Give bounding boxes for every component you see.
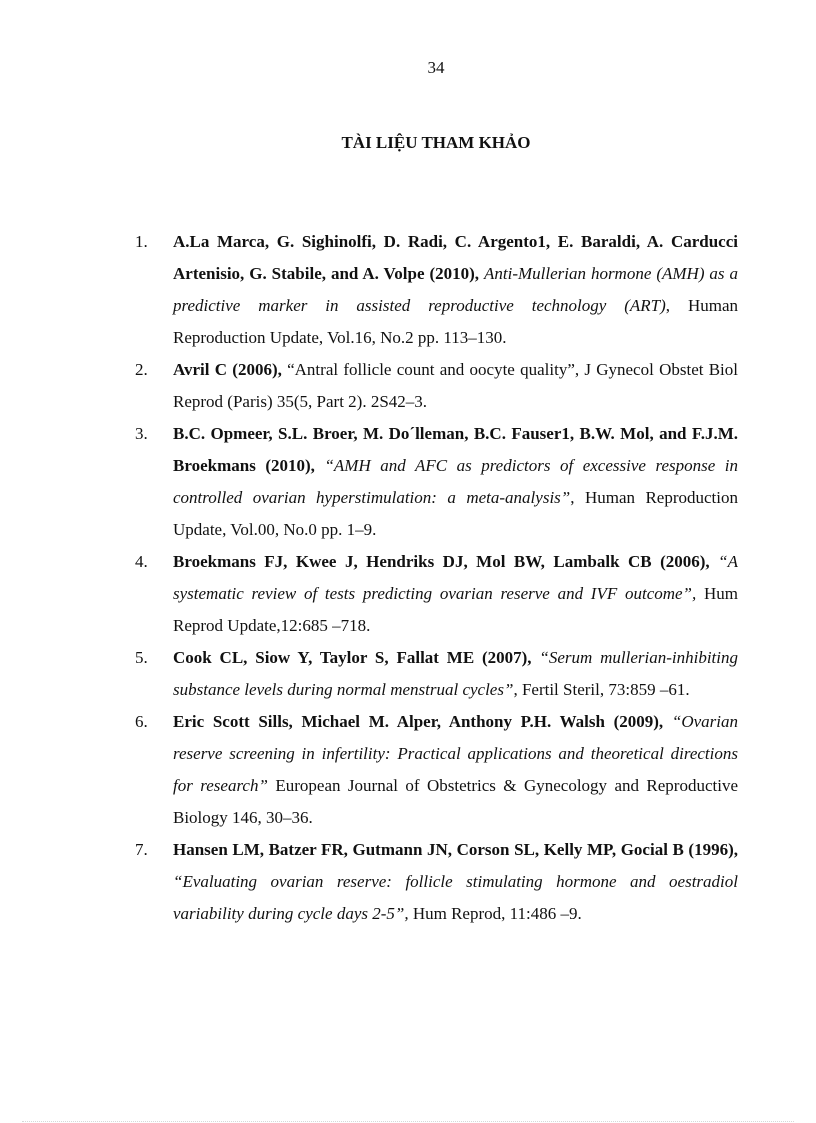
reference-authors: A.La Marca, G. Sighinolfi, D. Radi, C. Argento1, E. Baraldi, A. Carducci Artenisio, G. Stabile, and A. Volpe (2010),: [173, 232, 738, 283]
reference-source: “Antral follicle count and oocyte quality”, J Gynecol Obstet Biol Reprod (Paris) 35(5, Part 2). 2S42–3.: [173, 360, 738, 411]
reference-title: Anti-Mullerian hormone (AMH) as a predictive marker in assisted reproductive technology (ART): [173, 264, 739, 315]
reference-source: Hum Reprod Update,12:685 –718.: [173, 584, 738, 635]
reference-item: [135, 546, 738, 642]
reference-authors: Avril C (2006),: [173, 360, 282, 379]
reference-title: “Ovarian reserve screening in infertility: Practical applications and theoretical directions for research”: [173, 712, 738, 795]
reference-title: “Evaluating ovarian reserve: follicle stimulating hormone and oestradiol variability during cycle days 2-5”,: [173, 872, 738, 923]
reference-item: [135, 226, 738, 354]
reference-source: , Human Reproduction Update, Vol.00, No.0 pp. 1–9.: [173, 488, 738, 539]
reference-authors: Hansen LM, Batzer FR, Gutmann JN, Corson SL, Kelly MP, Gocial B (1996),: [173, 840, 738, 859]
reference-title: “AMH and AFC as predictors of excessive response in controlled ovarian hyperstimulation: a meta-analysis”: [173, 456, 739, 507]
reference-source: , Human Reproduction Update, Vol.16, No.2 pp. 113–130.: [173, 296, 739, 347]
reference-authors: Cook CL, Siow Y, Taylor S, Fallat ME (2007),: [173, 648, 532, 667]
reference-source: Hum Reprod, 11:486 –9.: [412, 904, 582, 923]
reference-title: “A systematic review of tests predicting ovarian reserve and IVF outcome”,: [173, 552, 739, 603]
reference-item: [135, 642, 738, 706]
reference-source: , Fertil Steril, 73:859 –61.: [513, 680, 690, 699]
reference-item: [135, 834, 738, 930]
reference-number: 7.: [135, 840, 148, 859]
reference-authors: Eric Scott Sills, Michael M. Alper, Anthony P.H. Walsh (2009),: [173, 712, 664, 731]
reference-item: [135, 354, 738, 418]
reference-number: 5.: [135, 648, 148, 667]
reference-number: 3.: [135, 424, 148, 443]
reference-source: European Journal of Obstetrics & Gynecology and Reproductive Biology 146, 30–36.: [173, 776, 739, 827]
reference-authors: Broekmans FJ, Kwee J, Hendriks DJ, Mol BW, Lambalk CB (2006),: [173, 552, 710, 571]
reference-number: 4.: [135, 552, 148, 571]
reference-item: [135, 706, 738, 834]
reference-list: [135, 226, 738, 930]
reference-title: “Serum mullerian-inhibiting substance levels during normal menstrual cycles”: [173, 648, 738, 699]
reference-authors: B.C. Opmeer, S.L. Broer, M. Do´lleman, B.C. Fauser1, B.W. Mol, and F.J.M. Broekmans (2010),: [173, 424, 738, 475]
page-bottom-divider: [22, 1121, 794, 1122]
reference-item: [135, 418, 738, 546]
page-title: TÀI LIỆU THAM KHẢO: [341, 133, 531, 152]
reference-number: 6.: [135, 712, 148, 731]
reference-number: 1.: [135, 232, 148, 251]
page-number: 34: [427, 58, 445, 77]
reference-number: 2.: [135, 360, 148, 379]
